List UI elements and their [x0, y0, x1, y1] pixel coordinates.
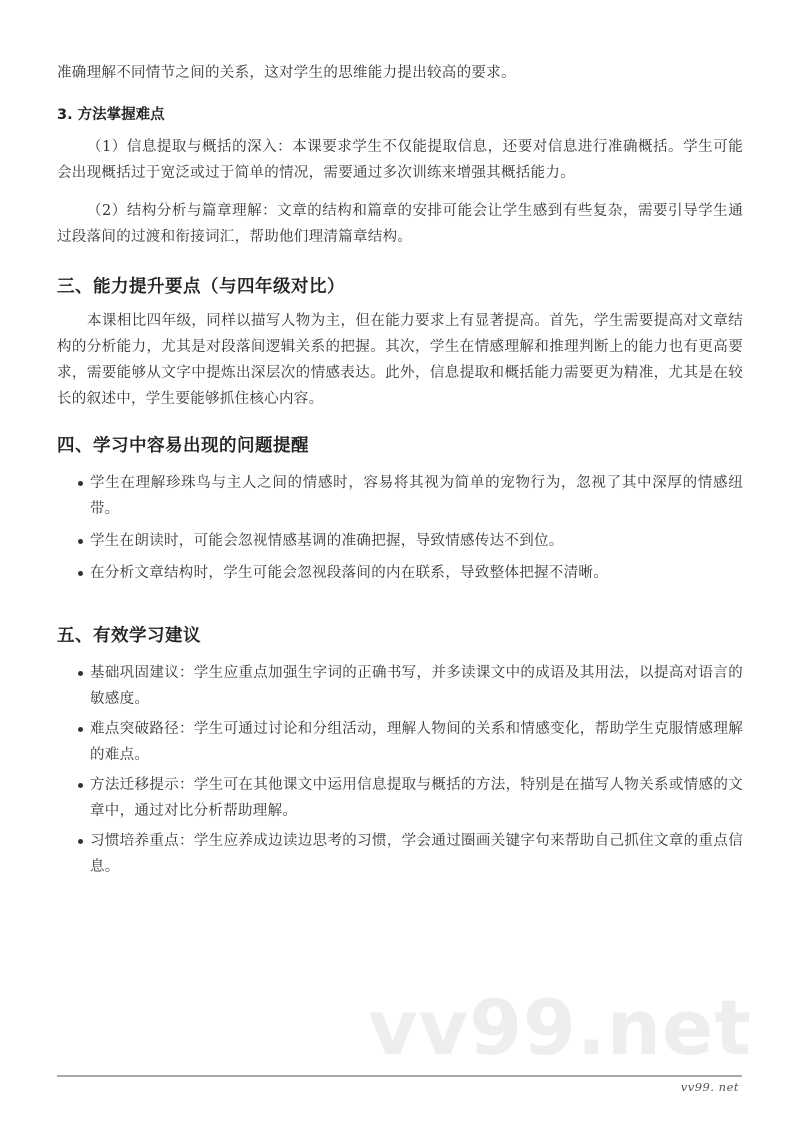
watermark: vv99.net: [368, 983, 752, 1072]
bullet-icon: [78, 839, 83, 844]
bullet-icon: [78, 671, 83, 676]
bullet-icon: [78, 727, 83, 732]
bullet-icon: [78, 539, 83, 544]
continuation-paragraph: 准确理解不同情节之间的关系，这对学生的思维能力提出较高的要求。: [57, 65, 516, 81]
suggestions-list: [57, 660, 743, 880]
list-item: 学生在理解珍珠鸟与主人之间的情感时，容易将其视为简单的宠物行为，忽视了其中深厚的情感纽带。: [57, 470, 743, 522]
section-heading-ability: 三、能力提升要点（与四年级对比）: [57, 277, 345, 297]
method-paragraph-1: （1）信息提取与概括的深入：本课要求学生不仅能提取信息，还要对信息进行准确概括。学生可能会出现概括过于宽泛或过于简单的情况，需要通过多次训练来增强其概括能力。: [57, 139, 743, 181]
section-heading-problems: 四、学习中容易出现的问题提醒: [57, 436, 309, 456]
ability-paragraph: 本课相比四年级，同样以描写人物为主，但在能力要求上有显著提高。首先，学生需要提高对文章结构的分析能力，尤其是对段落间逻辑关系的把握。其次，学生在情感理解和推理判断上的能力也有更高要求，需要能够从文字中提炼出深层次的情感表达。此外，信息提取和概括能力需要更为精准，尤其是在较长的叙述中，学生要能够抓住核心内容。: [57, 313, 743, 407]
bullet-icon: [78, 481, 83, 486]
method-paragraph-2: （2）结构分析与篇章理解：文章的结构和篇章的安排可能会让学生感到有些复杂，需要引导学生通过段落间的过渡和衔接词汇，帮助他们理清篇章结构。: [57, 203, 743, 245]
footer-divider: [57, 1075, 742, 1077]
list-item: 基础巩固建议：学生应重点加强生字词的正确书写，并多读课文中的成语及其用法，以提高对语言的敏感度。: [57, 660, 743, 712]
list-item: 在分析文章结构时，学生可能会忽视段落间的内在联系，导致整体把握不清晰。: [57, 560, 743, 586]
bullet-icon: [78, 783, 83, 788]
problems-list: [57, 470, 743, 586]
subheading-method-difficulties: 3. 方法掌握难点: [57, 107, 165, 123]
list-item: 学生在朗读时，可能会忽视情感基调的准确把握，导致情感传达不到位。: [57, 528, 743, 554]
footer-site-label: vv99. net: [680, 1080, 739, 1094]
list-item: 习惯培养重点：学生应养成边读边思考的习惯，学会通过圈画关键字句来帮助自己抓住文章的重点信息。: [57, 828, 743, 880]
bullet-icon: [78, 571, 83, 576]
list-item: 难点突破路径：学生可通过讨论和分组活动，理解人物间的关系和情感变化，帮助学生克服情感理解的难点。: [57, 716, 743, 768]
section-heading-suggestions: 五、有效学习建议: [57, 626, 201, 646]
list-item: 方法迁移提示：学生可在其他课文中运用信息提取与概括的方法，特别是在描写人物关系或情感的文章中，通过对比分析帮助理解。: [57, 772, 743, 824]
